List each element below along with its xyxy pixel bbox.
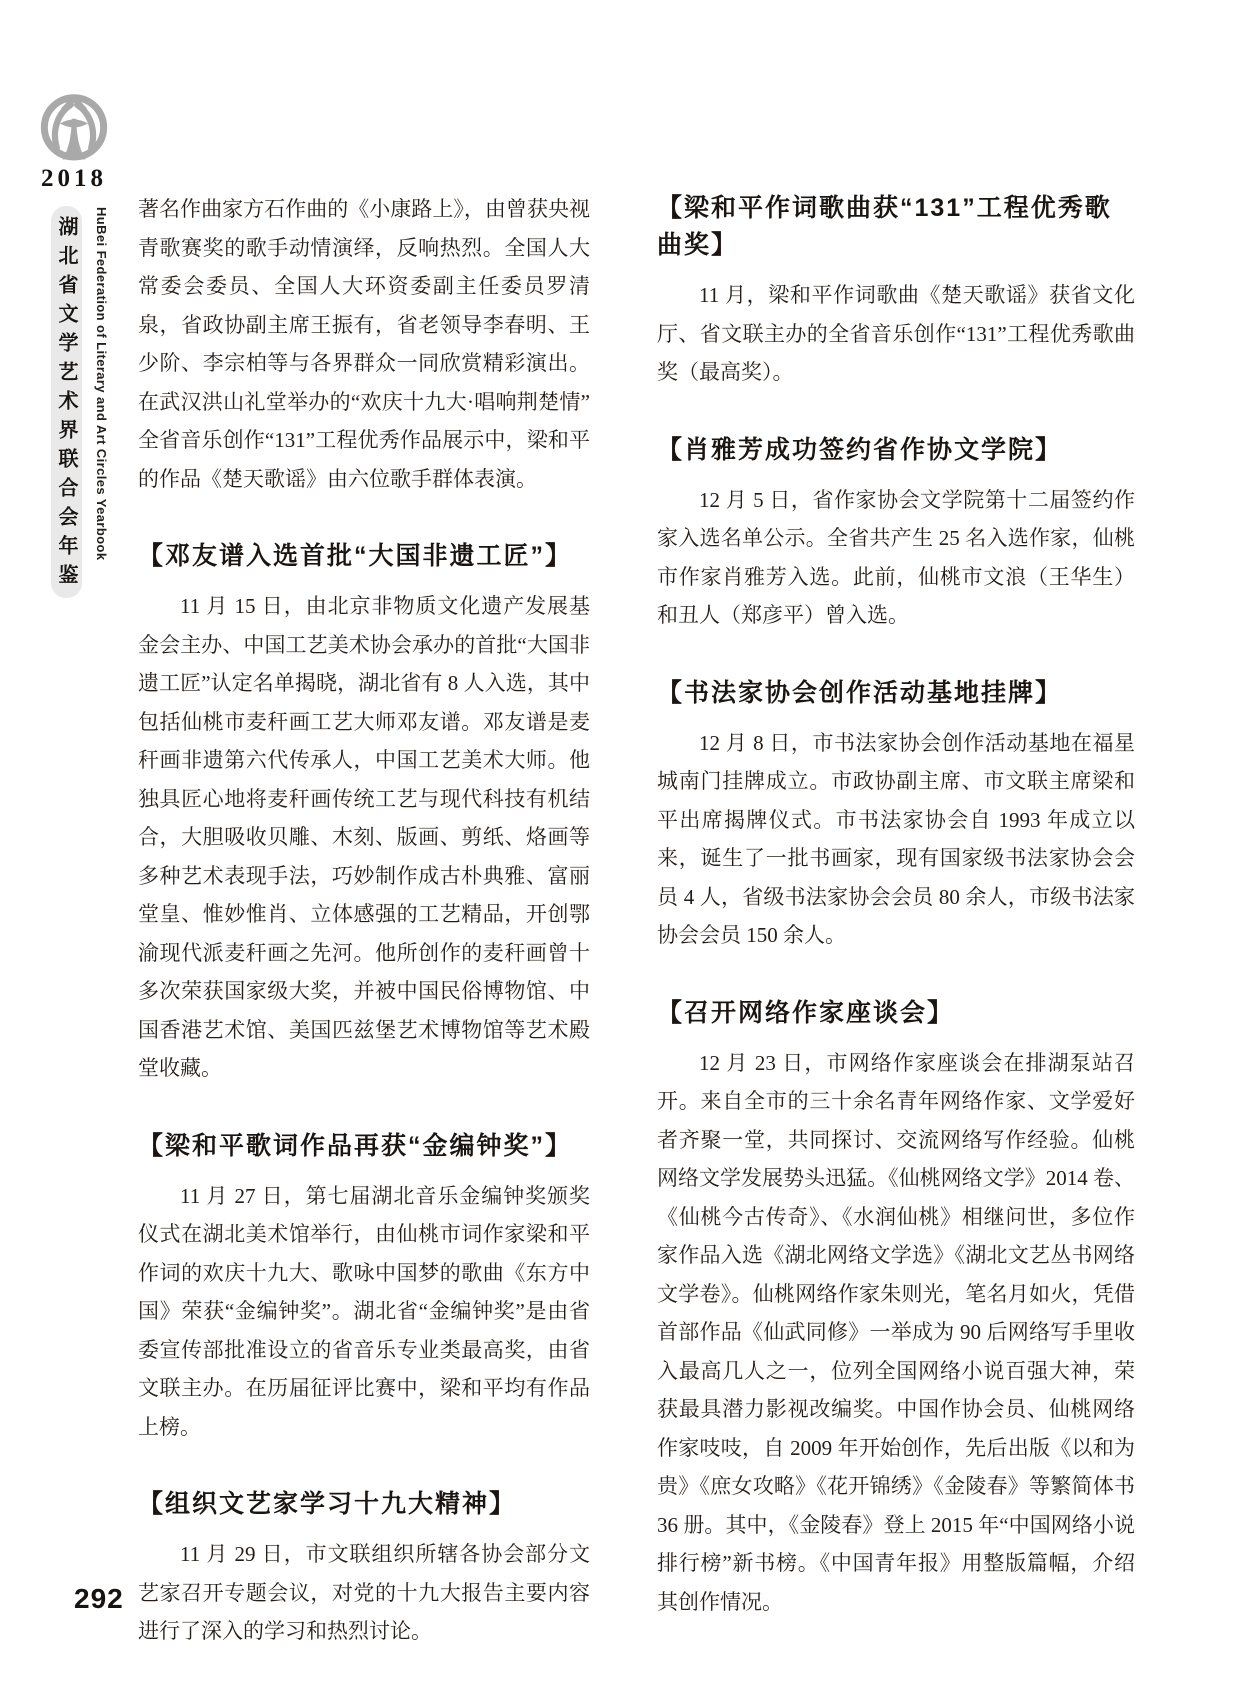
section-heading-calligraphy-base: 【书法家协会创作活动基地挂牌】 — [657, 678, 1063, 707]
federation-emblem-icon — [35, 86, 113, 164]
section-paragraph: 12 月 8 日，市书法家协会创作活动基地在福星城南门挂牌成立。市政协副主席、市文联主席梁和平出席揭牌仪式。市书法家协会自 1993 年成立以来，诞生了一批书画家，现有国家级书法家协会会员 4 人，省级书法家协会会员 80 余人，市级书法家协会会员 150 余人。 — [657, 730, 1135, 947]
section-paragraph: 12 月 23 日，市网络作家座谈会在排湖泵站召开。来自全市的三十余名青年网络作家、文学爱好者齐聚一堂，共同探讨、交流网络写作经验。仙桃网络文学发展势头迅猛。《仙桃网络文学》2014 卷、《仙桃今古传奇》、《水润仙桃》相继问世，多位作家作品入选《湖北网络文学选》《湖北文艺丛书网络文学卷》。仙桃网络作家朱则光，笔名月如火，凭借首部作品《仙武同修》一举成为 90 后网络写手里收入最高几人之一，位列全国网络小说百强大神，荣获最具潜力影视改编奖。中国作协会员、仙桃网络作家吱吱，自 2009 年开始创作，先后出版《以和为贵》《庶女攻略》《花开锦绣》《金陵春》等繁简体书 36 册。其中，《金陵春》登上 2015 年“中国网络小说排行榜”新书榜。《中国青年报》用整版篇幅，介绍其创作情况。 — [657, 1050, 1135, 1614]
section-paragraph: 11 月 27 日，第七届湖北音乐金编钟奖颁奖仪式在湖北美术馆举行，由仙桃市词作家梁和平作词的欢庆十九大、歌咏中国梦的歌曲《东方中国》荣获“金编钟奖”。湖北省“金编钟奖”是由省委宣传部批准设立的省音乐专业类最高奖，由省文联主办。在历届征评比赛中，梁和平均有作品上榜。 — [138, 1183, 590, 1439]
left-column — [138, 190, 590, 1651]
section-paragraph: 11 月 29 日，市文联组织所辖各协会部分文艺家召开专题会议，对党的十九大报告主要内容进行了深入的学习和热烈讨论。 — [138, 1542, 590, 1643]
section-heading-web-writers-forum: 【召开网络作家座谈会】 — [657, 998, 955, 1027]
edition-year: 2018 — [41, 165, 107, 192]
section-heading-131-award: 【梁和平作词歌曲获“131”工程优秀歌曲奖】 — [657, 194, 1112, 259]
section-heading-shijiuda-study: 【组织文艺家学习十九大精神】 — [138, 1490, 517, 1518]
section-heading-jinbianzhong: 【梁和平歌词作品再获“金编钟奖”】 — [138, 1131, 573, 1160]
section-heading-dengyoupu: 【邓友谱入选首批“大国非遗工匠”】 — [138, 542, 573, 570]
spine-title-chinese: 湖北省文学艺术界联合会年鉴 — [55, 216, 77, 593]
spine-title-strip — [51, 206, 82, 598]
corner-branding — [34, 86, 114, 193]
continued-paragraph: 著名作曲家方石作曲的《小康路上》，由曾获央视青歌赛奖的歌手动情演绎，反响热烈。全国人大常委会委员、全国人大环资委副主任委员罗清泉，省政协副主席王振有，省老领导李春明、王少阶、李宗柏等与各界群众一同欣赏精彩演出。在武汉洪山礼堂举办的“欢庆十九大·唱响荆楚情”全省音乐创作“131”工程优秀作品展示中，梁和平的作品《楚天歌谣》由六位歌手群体表演。 — [138, 197, 590, 491]
section-paragraph: 12 月 5 日，省作家协会文学院第十二届签约作家入选名单公示。全省共产生 25 名入选作家，仙桃市作家肖雅芳入选。此前，仙桃市文浪（王华生）和丑人（郑彦平）曾入选。 — [657, 487, 1135, 627]
section-heading-xiaoyafang: 【肖雅芳成功签约省作协文学院】 — [657, 435, 1063, 464]
right-column — [657, 190, 1135, 1621]
section-paragraph: 11 月，梁和平作词歌曲《楚天歌谣》获省文化厅、省文联主办的全省音乐创作“131”工程优秀歌曲奖（最高奖）。 — [657, 283, 1135, 384]
section-paragraph: 11 月 15 日，由北京非物质文化遗产发展基金会主办、中国工艺美术协会承办的首批“大国非遗工匠”认定名单揭晓，湖北省有 8 人入选，其中包括仙桃市麦秆画工艺大师邓友谱。邓友谱是麦秆画非遗第六代传承人，中国工艺美术大师。他独具匠心地将麦秆画传统工艺与现代科技有机结合，大胆吸收贝雕、木刻、版画、剪纸、烙画等多种艺术表现手法，巧妙制作成古朴典雅、富丽堂皇、惟妙惟肖、立体感强的工艺精品，开创鄂渝现代派麦秆画之先河。他所创作的麦秆画曾十多次荣获国家级大奖，并被中国民俗博物馆、中国香港艺术馆、美国匹兹堡艺术博物馆等艺术殿堂收藏。 — [138, 594, 590, 1080]
spine-title-english: HuBei Federation of Literary and Art Circles Yearbook — [94, 207, 109, 561]
page-number: 292 — [74, 1583, 124, 1614]
